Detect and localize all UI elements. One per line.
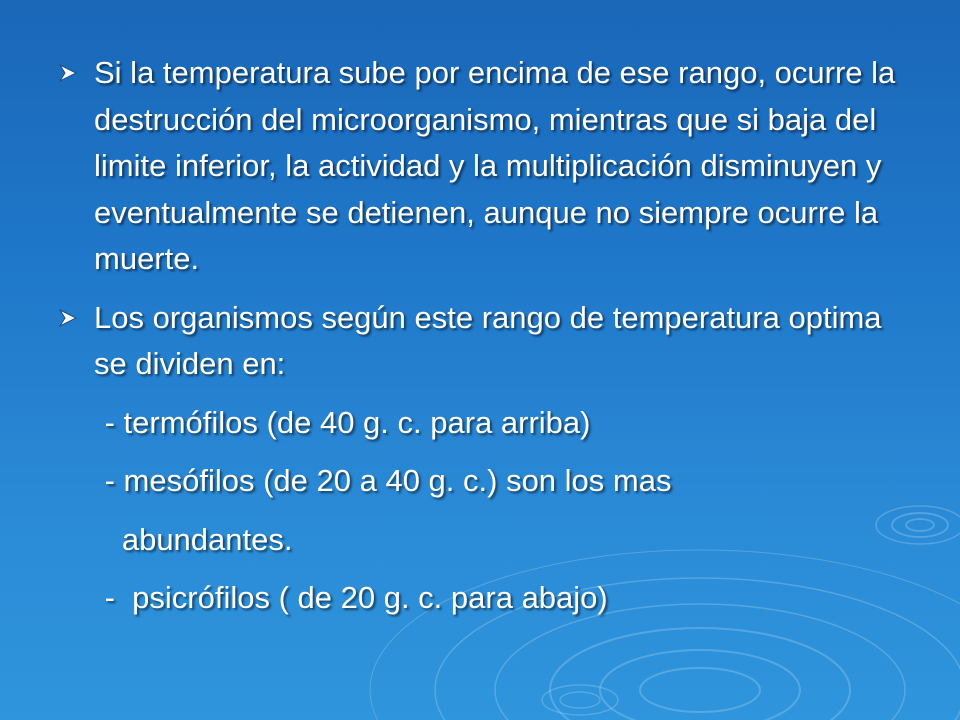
sub-line-mesofilos: - mesófilos (de 20 a 40 g. c.) son los mas [96, 463, 672, 498]
sub-line-termofilos: - termófilos (de 40 g. c. para arriba) [96, 404, 591, 440]
slide-content [58, 50, 918, 622]
sub-line-abundantes: abundantes. [96, 521, 293, 557]
bullet-item [58, 50, 918, 283]
arrowhead-bullet-icon [58, 50, 94, 83]
sub-line-psicrofilos: - psicrófilos ( de 20 g. c. para abajo) [96, 580, 608, 615]
bullet-text: Si la temperatura sube por encima de ese rango, ocurre la destrucción del microorganismo, mientras que si baja del limite inferior, la actividad y la multiplicación disminuyen y eventualmente se detienen, aunque no siempre ocurre la muerte. [94, 55, 896, 276]
bullet-item [58, 295, 918, 388]
bullet-text: Los organismos según este rango de temperatura optima se dividen en: [94, 299, 882, 381]
arrowhead-bullet-icon [58, 295, 94, 328]
